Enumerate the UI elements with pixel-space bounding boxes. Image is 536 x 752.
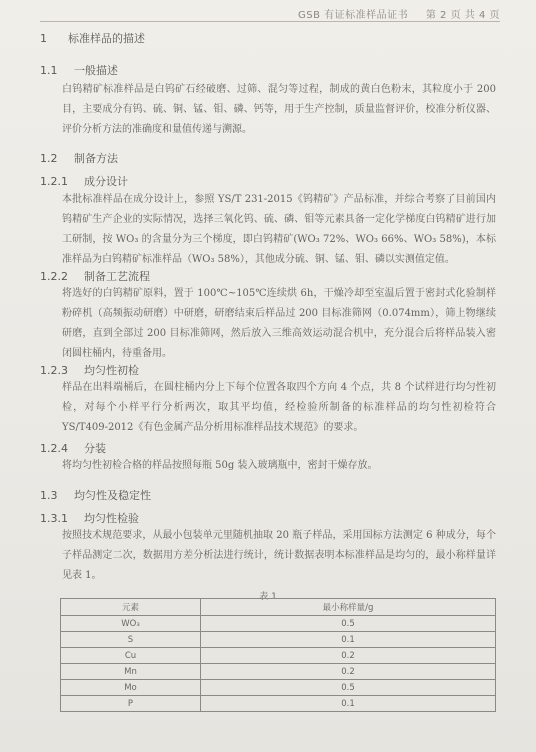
section-number: 1 [40,32,47,45]
element-cell: P [61,696,201,712]
min-mass-cell: 0.5 [201,616,496,632]
min-mass-cell: 0.1 [201,696,496,712]
table-row [61,632,496,648]
section-title: 制备方法 [74,152,118,165]
section-title: 均匀性初检 [84,364,139,377]
min-mass-cell: 0.2 [201,648,496,664]
element-cell: S [61,632,201,648]
min-mass-cell: 0.5 [201,680,496,696]
paragraph-1-3-1: 按照技术规范要求，从最小包装单元里随机抽取 20 瓶子样品，采用国标方法测定 6 种成分，每个子样品测定二次，数据用方差分析法进行统计，统计数据表明本标准样品是均匀的，最小称样量详见表 1。 [62,530,496,581]
section-1-2-2-heading [40,268,150,284]
section-number: 1.3.1 [40,512,68,525]
section-number: 1.2 [40,152,58,165]
section-title: 分装 [84,442,106,455]
section-1-1-heading [40,62,118,78]
section-number: 1.1 [40,64,58,77]
section-1-heading [40,30,145,46]
section-number: 1.2.4 [40,442,68,455]
column-header-element: 元素 [61,599,201,616]
paragraph-1-1: 白钨精矿标准样品是白钨矿石经破磨、过筛、混匀等过程，制成的黄白色粉末，其粒度小于 200 目，主要成分有钨、硫、铜、锰、钼、磷、钙等，用于生产控制，质量监督评价，校准分析仪器、评价分析方法的准确度和量值传递与溯源。 [62,84,496,135]
min-mass-cell: 0.2 [201,664,496,680]
min-sample-table [60,598,496,712]
table-row [61,680,496,696]
paragraph-1-2-2: 将选好的白钨精矿原料，置于 100℃~105℃连续烘 6h，干燥冷却至室温后置于密封式化验制样粉碎机（高频振动研磨）中研磨，研磨结束后样品过 200 目标准筛网（0.074mm），筛上物继续研磨，直到全部过 200 目标准筛网，然后放入三维高效运动混合机中，充分混合后将样品装入密闭圆柱桶内，待重备用。 [62,288,496,359]
section-number: 1.2.3 [40,364,68,377]
section-1-2-4-heading [40,440,106,456]
header-doc-title: GSB 有证标准样品证书 [298,10,409,21]
section-1-3-heading [40,487,151,503]
section-number: 1.2.2 [40,270,68,283]
paragraph-1-2-1: 本批标准样品在成分设计上，参照 YS/T 231-2015《钨精矿》产品标准，并综合考察了目前国内钨精矿生产企业的实际情况，选择三氧化钨、硫、磷、钼等元素具备一定化学梯度白钨精矿进行加工研制，按 WO₃ 的含量分为三个梯度，即白钨精矿(WO₃ 72%、WO₃ 66%、WO₃ 58%)，本标准样品为白钨精矿标准样品（WO₃ 58%），其他成分硫、铜、锰、钼、磷以实测值定值。 [62,194,496,265]
paragraph-1-2-3: 样品在出料端桶后，在圆柱桶内分上下每个位置各取四个方向 4 个点，共 8 个试样进行均匀性初检，对每个小样平行分析两次，取其平均值，经检验所制备的标准样品的均匀性初检符合 YS/T409-2012《有色金属产品分析用标准样品技术规范》的要求。 [62,382,496,433]
element-cell: Cu [61,648,201,664]
column-header-min-mass: 最小称样量/g [201,599,496,616]
element-cell: WO₃ [61,616,201,632]
section-1-3-1-heading [40,510,139,526]
section-1-2-3-heading [40,362,139,378]
element-cell: Mo [61,680,201,696]
table-row [61,616,496,632]
section-1-2-heading [40,150,118,166]
section-title: 制备工艺流程 [84,270,150,283]
paragraph-1-2-4: 将均匀性初检合格的样品按照每瓶 50g 装入玻璃瓶中，密封干燥存放。 [62,460,378,471]
table-row [61,648,496,664]
section-title: 成分设计 [84,175,128,188]
section-number: 1.2.1 [40,175,68,188]
section-title: 标准样品的描述 [68,32,145,45]
header-page-number: 第 2 页 共 4 页 [425,10,500,21]
min-mass-cell: 0.1 [201,632,496,648]
section-title: 一般描述 [74,64,118,77]
section-1-2-1-heading [40,173,128,189]
table-row [61,696,496,712]
section-title: 均匀性检验 [84,512,139,525]
table-header-row [61,599,496,616]
table-row [61,664,496,680]
section-title: 均匀性及稳定性 [74,489,151,502]
element-cell: Mn [61,664,201,680]
page-header [40,6,500,22]
table-caption: 表 1 [259,592,277,602]
section-number: 1.3 [40,489,58,502]
